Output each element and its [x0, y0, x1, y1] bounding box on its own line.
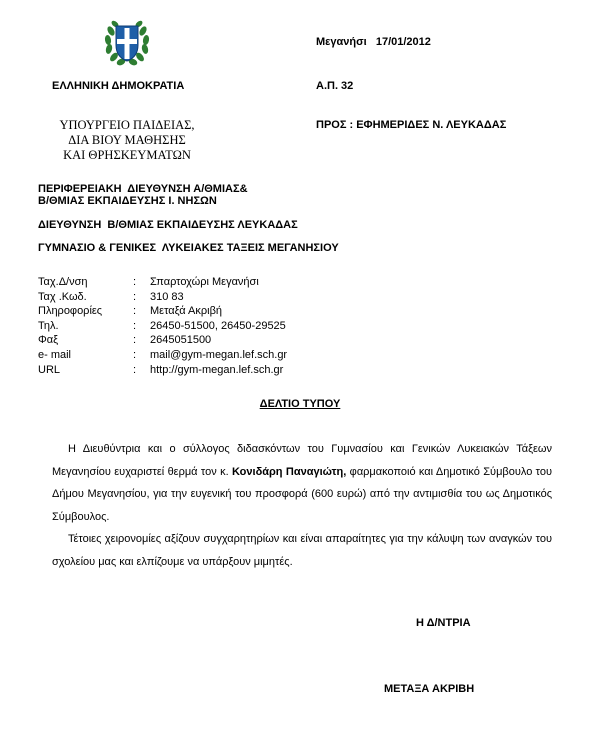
body-paragraph: [52, 438, 552, 528]
contact-details: [38, 275, 287, 378]
contact-value: Μεταξά Ακριβή: [150, 305, 223, 317]
body-text: φαρμακοποιό και Δημοτικό Σύμβουλο του Δήμου Μεγανησίου, για την ευγενική του προσφορά (600 ευρώ) από την αντιμισθία του ως Δημοτικός Σύμβουλος.: [52, 465, 552, 523]
recipient: ΠΡΟΣ : ΕΦΗΜΕΡΙΔΕΣ Ν. ΛΕΥΚΑΔΑΣ: [316, 119, 507, 131]
document-title: ΔΕΛΤΙΟ ΤΥΠΟΥ: [259, 398, 341, 410]
directorate: ΔΙΕΥΘΥΝΣΗ Β/ΘΜΙΑΣ ΕΚΠΑΙΔΕΥΣΗΣ ΛΕΥΚΑΔΑΣ: [38, 219, 298, 231]
contact-row: Ταχ .Κωδ. : 310 83: [38, 290, 184, 303]
regional-direction-line: ΠΕΡΙΦΕΡΕΙΑΚΗ ΔΙΕΥΘΥΝΣΗ Α/ΘΜΙΑΣ&: [38, 183, 248, 195]
ministry-name: [52, 118, 202, 163]
contact-value: http://gym-megan.lef.sch.gr: [150, 364, 284, 376]
contact-value: Σπαρτοχώρι Μεγανήσι: [150, 276, 259, 288]
contact-value: 2645051500: [150, 334, 212, 346]
document-title-wrapper: [0, 398, 600, 410]
school-name: ΓΥΜΝΑΣΙΟ & ΓΕΝΙΚΕΣ ΛΥΚΕΙΑΚΕΣ ΤΑΞΕΙΣ ΜΕΓΑΝΗΣΙΟΥ: [38, 242, 339, 254]
contact-label: Ταχ.Δ/νση: [38, 276, 88, 288]
sponsor-name: Κονιδάρη Παναγιώτη,: [231, 465, 347, 478]
ministry-line: ΔΙΑ ΒΙΟΥ ΜΑΘΗΣΗΣ: [68, 133, 186, 147]
contact-label: e- mail: [38, 348, 72, 361]
protocol-number: Α.Π. 32: [316, 80, 354, 92]
contact-label: URL: [38, 364, 61, 376]
greek-coat-of-arms-icon: [103, 17, 151, 67]
press-release-body: [52, 438, 552, 573]
signature-title: Η Δ/ΝΤΡΙΑ: [416, 617, 471, 629]
contact-label: Ταχ .Κωδ.: [38, 290, 87, 303]
contact-label: Τηλ.: [38, 319, 59, 332]
contact-label: Πληροφορίες: [38, 305, 103, 317]
contact-row: Ταχ.Δ/νση : Σπαρτοχώρι Μεγανήσι: [38, 276, 259, 288]
contact-row: e- mail : mail@gym-megan.lef.sch.gr: [38, 348, 288, 361]
republic-name: ΕΛΛΗΝΙΚΗ ΔΗΜΟΚΡΑΤΙΑ: [52, 80, 185, 92]
regional-direction-line: Β/ΘΜΙΑΣ ΕΚΠΑΙΔΕΥΣΗΣ Ι. ΝΗΣΩΝ: [38, 195, 217, 207]
regional-direction: [38, 183, 338, 207]
contact-row: Πληροφορίες : Μεταξά Ακριβή: [38, 305, 223, 317]
ministry-line: ΥΠΟΥΡΓΕΙΟ ΠΑΙΔΕΙΑΣ,: [59, 118, 195, 132]
contact-label: Φαξ: [38, 334, 59, 346]
ministry-line: ΚΑΙ ΘΡΗΣΚΕΥΜΑΤΩΝ: [63, 148, 191, 162]
body-text: Η Διευθύντρια και ο σύλλογος διδασκόντων του Γυμνασίου και Γενικών Λυκειακών Τάξεων Μεγανησίου ευχαριστεί θερμά τον κ.: [52, 443, 552, 478]
contact-value: 310 83: [150, 290, 184, 303]
contact-row: Τηλ. : 26450-51500, 26450-29525: [38, 319, 286, 332]
contact-value: 26450-51500, 26450-29525: [150, 319, 286, 332]
signature-name: ΜΕΤΑΞΑ ΑΚΡΙΒΗ: [384, 683, 475, 695]
place-date: Μεγανήσι 17/01/2012: [316, 36, 431, 48]
body-paragraph: Τέτοιες χειρονομίες αξίζουν συγχαρητηρίων και είναι απαραίτητες για την κάλυψη των αναγκών του σχολείου μας και ελπίζουμε να υπάρξουν μιμητές.: [52, 533, 552, 568]
contact-row: URL : http://gym-megan.lef.sch.gr: [38, 364, 284, 376]
contact-value: mail@gym-megan.lef.sch.gr: [150, 348, 288, 361]
contact-row: Φαξ : 2645051500: [38, 334, 212, 346]
